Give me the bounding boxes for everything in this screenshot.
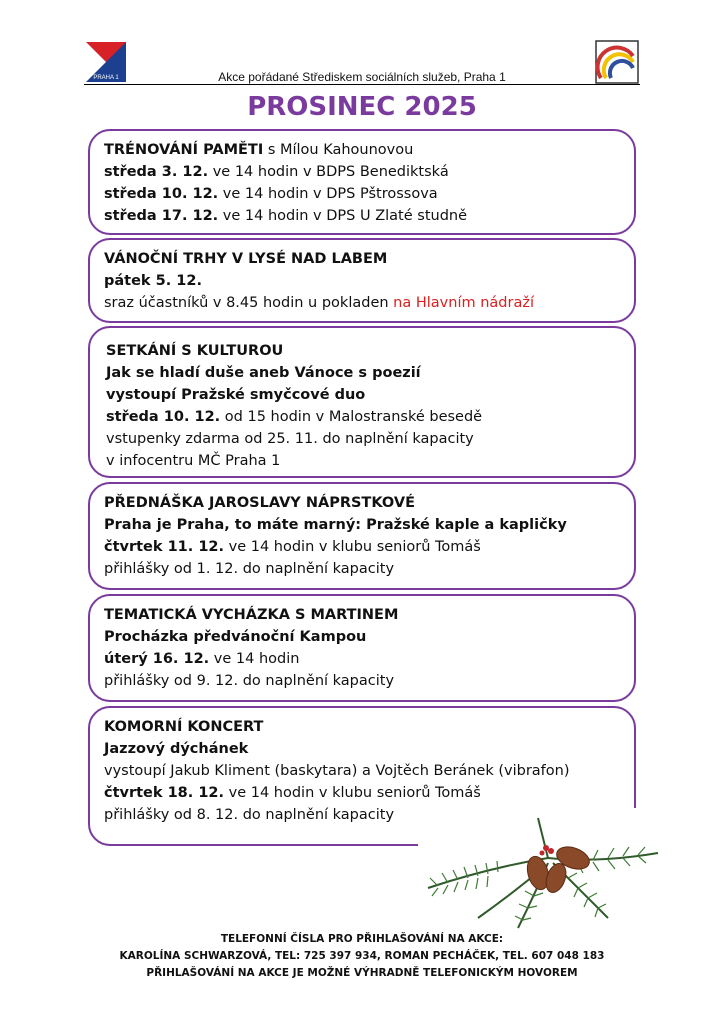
event-date-line	[106, 406, 620, 428]
event-date: čtvrtek 11. 12.	[104, 539, 225, 555]
header-text: Akce pořádané Střediskem sociálních služeb, Praha 1	[218, 70, 506, 84]
event-detail: od 15 hodin v Malostranské besedě	[220, 409, 483, 425]
event-subtitle: Jak se hladí duše aneb Vánoce s poezií	[106, 365, 421, 381]
event-box-memory-training	[88, 129, 636, 235]
event-subtitle: Praha je Praha, to máte marný: Pražské kaple a kapličky	[104, 517, 567, 533]
event-box-christmas-market	[88, 238, 636, 323]
event-detail: ve 14 hodin v BDPS Benediktská	[208, 164, 449, 180]
event-detail: vstupenky zdarma od 25. 11. do naplnění kapacity	[106, 431, 474, 447]
event-subtitle: Procházka předvánoční Kampou	[104, 629, 367, 645]
event-title: SETKÁNÍ S KULTUROU	[106, 343, 284, 359]
event-title: KOMORNÍ KONCERT	[104, 719, 264, 735]
event-detail	[104, 292, 620, 314]
event-detail: ve 14 hodin v klubu seniorů Tomáš	[224, 539, 481, 555]
event-detail: přihlášky od 8. 12. do naplnění kapacity	[104, 807, 395, 823]
event-detail: přihlášky od 1. 12. do naplnění kapacity	[104, 561, 395, 577]
christmas-greenery-image	[418, 808, 668, 938]
page-title: PROSINEC 2025	[247, 92, 477, 122]
event-detail-text: sraz účastníků v 8.45 hodin u pokladen	[104, 295, 394, 311]
footer-contacts: KAROLÍNA SCHWARZOVÁ, TEL: 725 397 934, ROMAN PECHÁČEK, TEL. 607 048 183	[119, 950, 605, 962]
event-detail: ve 14 hodin v DPS U Zlaté studně	[218, 208, 468, 224]
event-box-culture	[88, 326, 636, 478]
praha1-logo-text: PRAHA 1	[93, 75, 119, 81]
event-title: VÁNOČNÍ TRHY V LYSÉ NAD LABEM	[104, 251, 388, 267]
event-heading	[104, 139, 620, 161]
event-location-highlight: na Hlavním nádraží	[393, 295, 534, 311]
event-title: TRÉNOVÁNÍ PAMĚTI	[104, 142, 264, 158]
footer-heading: TELEFONNÍ ČÍSLA PRO PŘIHLAŠOVÁNÍ NA AKCE:	[220, 933, 504, 945]
event-detail: ve 14 hodin	[209, 651, 300, 667]
event-date: středa 17. 12.	[104, 208, 219, 224]
event-detail: vystoupí Jakub Kliment (baskytara) a Vojtěch Beránek (vibrafon)	[104, 763, 570, 779]
event-date: středa 10. 12.	[104, 186, 219, 202]
event-date-line	[104, 183, 620, 205]
event-date: úterý 16. 12.	[104, 651, 210, 667]
event-date: středa 3. 12.	[104, 164, 209, 180]
event-detail: ve 14 hodin v DPS Pštrossova	[218, 186, 438, 202]
event-date-line	[104, 648, 620, 670]
footer-note: PŘIHLAŠOVÁNÍ NA AKCE JE MOŽNÉ VÝHRADNĚ TELEFONICKÝM HOVOREM	[146, 967, 578, 979]
event-detail: ve 14 hodin v klubu seniorů Tomáš	[224, 785, 481, 801]
event-date: čtvrtek 18. 12.	[104, 785, 225, 801]
event-subtitle: Jazzový dýchánek	[104, 741, 249, 757]
event-date: středa 10. 12.	[106, 409, 221, 425]
event-title: TEMATICKÁ VYCHÁZKA S MARTINEM	[104, 607, 399, 623]
event-detail: v infocentru MČ Praha 1	[106, 453, 281, 469]
event-date-line	[104, 782, 620, 804]
event-title-suffix: s Mílou Kahounovou	[263, 142, 414, 158]
event-date-line	[104, 205, 620, 227]
event-box-walk	[88, 594, 636, 702]
event-date-line	[104, 161, 620, 183]
event-box-lecture	[88, 482, 636, 590]
event-title: PŘEDNÁŠKA JAROSLAVY NÁPRSTKOVÉ	[104, 495, 415, 511]
header-divider	[84, 84, 640, 85]
event-detail: přihlášky od 9. 12. do naplnění kapacity	[104, 673, 395, 689]
event-date: pátek 5. 12.	[104, 273, 202, 289]
event-subtitle: vystoupí Pražské smyčcové duo	[106, 387, 366, 403]
event-date-line	[104, 536, 620, 558]
